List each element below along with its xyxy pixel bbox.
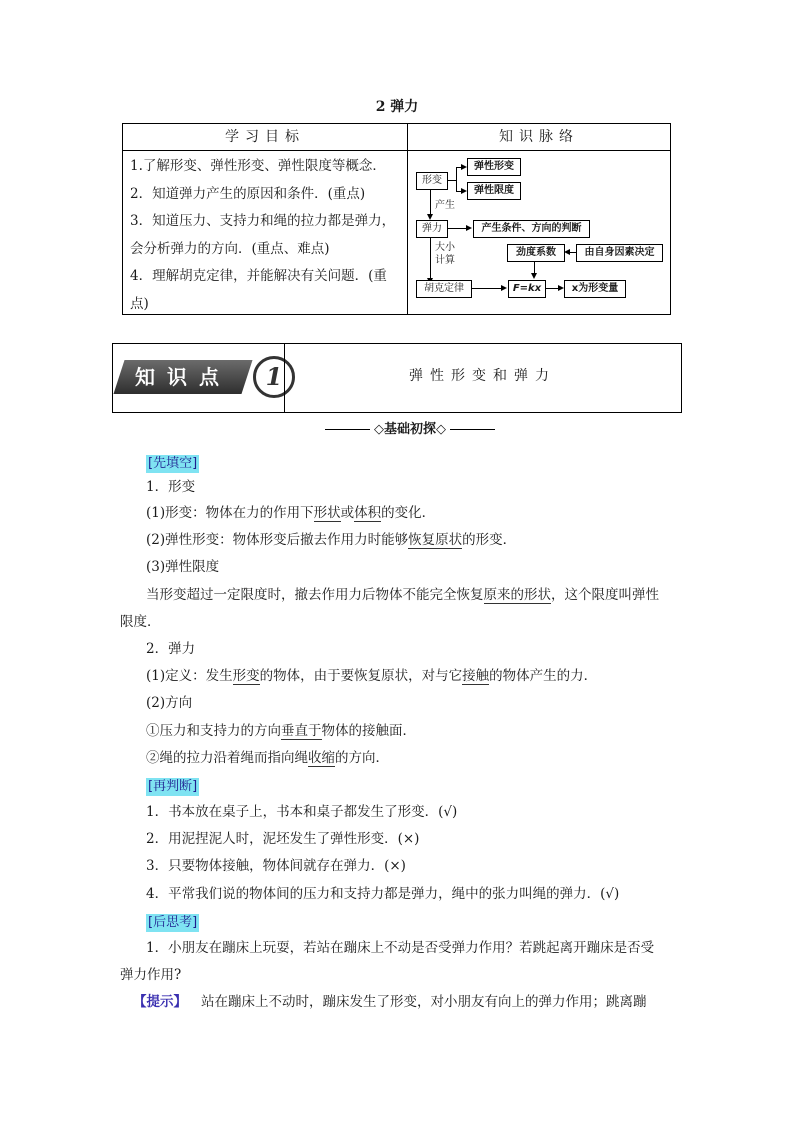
badge-label: 知识点	[135, 365, 231, 389]
text: 的物体产生的力．	[489, 668, 598, 684]
text: 的方向．	[335, 750, 389, 766]
map-node-formula: F=kx	[508, 280, 546, 298]
fill-line: 限度．	[120, 614, 161, 630]
text: 的物体，由于要恢复原状，对与它	[259, 668, 463, 684]
map-connector	[569, 252, 576, 253]
map-connector	[430, 238, 431, 280]
subheading-text: ◇基础初探◇	[374, 422, 446, 437]
text: 物体的接触面．	[321, 723, 416, 739]
map-connector	[447, 228, 467, 229]
goal-line: 2．知道弹力产生的原因和条件．(重点)	[130, 185, 366, 202]
map-node-elastic-force: 弹力	[416, 220, 448, 238]
rule-left	[325, 429, 370, 430]
subheading	[300, 418, 520, 437]
text: 或	[340, 505, 355, 521]
fill-line	[146, 503, 435, 523]
table-divider	[407, 124, 408, 314]
map-label-produce: 产生	[435, 200, 455, 211]
text: ②绳的拉力沿着绳而指向绳	[146, 750, 308, 766]
goal-line: 3．知道压力、支持力和绳的拉力都是弹力，	[130, 213, 396, 229]
section-banner	[112, 343, 682, 413]
fill-line	[146, 666, 597, 686]
text: ①压力和支持力的方向	[146, 723, 281, 739]
text: 的变化．	[381, 505, 436, 521]
map-label-magnitude: 大小	[435, 242, 455, 253]
text: 的形变．	[462, 532, 517, 548]
text: (1)定义：发生	[146, 668, 233, 684]
think-question: 1．小朋友在蹦床上玩耍，若站在蹦床上不动是否受弹力作用？若跳起离开蹦床是否受	[146, 940, 655, 956]
answer-blank: 恢复原状	[408, 532, 463, 548]
goal-line: 会分析弹力的方向．(重点、难点)	[130, 240, 330, 257]
answer-blank: 形变	[232, 668, 260, 684]
map-node-conditions: 产生条件、方向的判断	[473, 220, 590, 238]
fill-line	[146, 721, 416, 741]
map-node-elastic-deformation: 弹性形变	[467, 158, 521, 176]
map-connector	[430, 190, 431, 216]
fill-line: (3)弹性限度	[146, 559, 220, 575]
learning-goals	[130, 153, 402, 318]
text: (2)弹性形变：物体形变后撤去作用力时能够	[146, 532, 409, 548]
header-knowledge-map: 知识脉络	[499, 129, 579, 145]
think-question: 弹力作用?	[120, 967, 182, 983]
hint-text: 站在蹦床上不动时，蹦床发生了形变，对小朋友有向上的弹力作用；跳离蹦	[201, 994, 647, 1010]
map-connector	[456, 167, 457, 192]
map-node-hooke-law: 胡克定律	[416, 280, 472, 298]
answer-blank: 形状	[313, 505, 341, 521]
fill-heading-elastic-force: 2．弹力	[146, 641, 196, 657]
goal-line: 4．理解胡克定律，并能解决有关问题．(重	[130, 268, 387, 284]
rule-right	[450, 429, 495, 430]
map-node-deformation: 形变	[416, 172, 448, 190]
map-node-stiffness: 劲度系数	[507, 244, 565, 262]
map-node-self-factors: 由自身因素决定	[576, 244, 663, 262]
text: ，这个限度叫弹性	[551, 587, 659, 603]
judge-tag: [再判断]	[148, 779, 198, 794]
page-title: 2 弹力	[375, 99, 419, 115]
judge-item: 2．用泥捏泥人时，泥坯发生了弹性形变．(×)	[146, 831, 420, 847]
fill-in-tag: [先填空]	[148, 456, 198, 471]
answer-blank: 体积	[354, 505, 382, 521]
arrow-down-icon	[531, 273, 537, 279]
goal-line: 1.了解形变、弹性形变、弹性限度等概念．	[130, 158, 386, 174]
arrow-left-icon	[564, 249, 570, 255]
arrow-right-icon	[461, 188, 467, 194]
answer-blank: 收缩	[308, 750, 335, 766]
objectives-table	[122, 123, 671, 315]
map-connector	[545, 288, 559, 289]
map-label-calculation: 计算	[435, 255, 455, 266]
answer-blank: 原来的形状	[483, 587, 551, 603]
hint-line	[133, 992, 647, 1012]
answer-blank: 垂直于	[281, 723, 322, 739]
table-divider	[123, 150, 670, 151]
text: 当形变超过一定限度时，撤去作用力后物体不能完全恢复	[146, 587, 484, 603]
goal-line: 点)	[130, 295, 149, 312]
think-tag: [后思考]	[148, 915, 198, 930]
judge-item: 4．平常我们说的物体间的压力和支持力都是弹力，绳中的张力叫绳的弹力．(√)	[146, 886, 620, 902]
judge-item: 1．书本放在桌子上，书本和桌子都发生了形变．(√)	[146, 804, 458, 820]
section-title: 弹性形变和弹力	[409, 368, 556, 384]
hint-label: 【提示】	[133, 994, 187, 1010]
map-connector	[471, 288, 501, 289]
map-node-x-meaning: x为形变量	[564, 280, 626, 298]
map-node-elastic-limit: 弹性限度	[467, 182, 521, 200]
fill-line	[146, 585, 659, 605]
fill-line	[146, 748, 389, 768]
badge-number: 1	[253, 356, 295, 398]
arrow-right-icon	[461, 164, 467, 170]
fill-heading-deformation: 1．形变	[146, 479, 196, 495]
knowledge-point-badge	[119, 354, 283, 398]
header-learning-goals: 学习目标	[225, 129, 305, 145]
arrow-right-icon	[466, 225, 472, 231]
judge-item: 3．只要物体接触，物体间就存在弹力．(×)	[146, 858, 406, 874]
fill-line: (2)方向	[146, 695, 193, 711]
fill-line	[146, 530, 516, 550]
answer-blank: 接触	[462, 668, 490, 684]
text: (1)形变：物体在力的作用下	[146, 505, 314, 521]
arrow-right-icon	[501, 285, 507, 291]
